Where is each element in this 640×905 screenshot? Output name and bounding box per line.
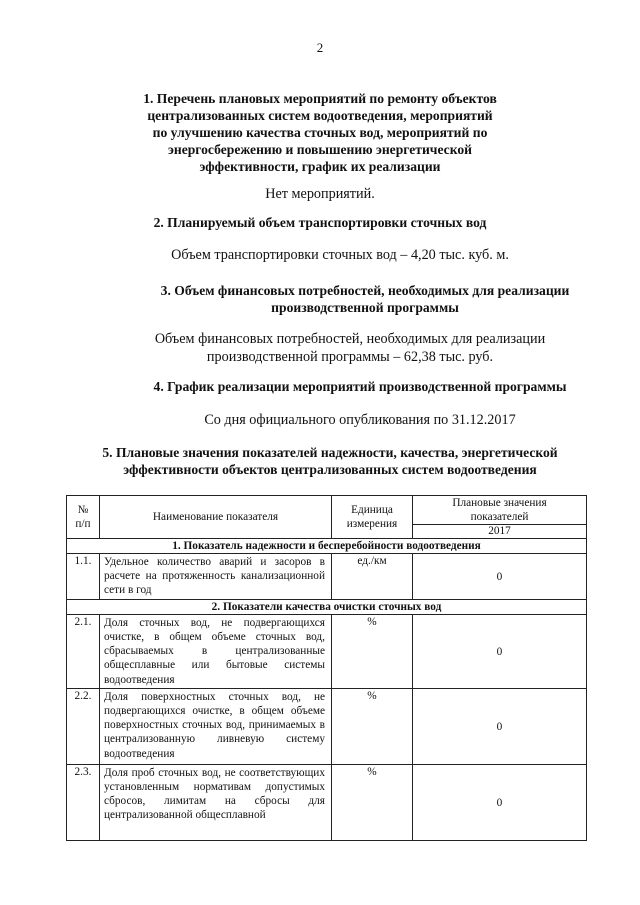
- table-row: [67, 554, 587, 600]
- section-3-text-line: производственной программы – 62,38 тыс. руб.: [206, 349, 494, 365]
- row-indicator-name: Удельное количество аварий и засоров в расчете на протяженность канализационной сети в год: [100, 554, 332, 600]
- row-unit: %: [332, 765, 413, 841]
- row-value: 0: [413, 689, 587, 765]
- row-unit: ед./км: [332, 554, 413, 600]
- header-unit-line: измерения: [346, 518, 398, 531]
- row-value: 0: [413, 765, 587, 841]
- section-2-title: 2. Планируемый объем транспортировки сточных вод: [153, 215, 487, 230]
- table-row: [67, 615, 587, 689]
- section-3-title-line: производственной программы: [271, 300, 459, 315]
- table-section-row: [67, 539, 587, 554]
- row-value: 0: [413, 615, 587, 689]
- row-unit: %: [332, 689, 413, 765]
- header-year: 2017: [413, 525, 587, 539]
- header-unit-line: Единица: [351, 504, 393, 516]
- section-1-title-line: энергосбережению и повышению энергетической: [168, 142, 472, 157]
- section-3-text-line: Объем финансовых потребностей, необходимых для реализации: [154, 331, 546, 347]
- section-1-title-line: централизованных систем водоотведения, мероприятий: [147, 108, 493, 123]
- section-5-title-line: эффективности объектов централизованных систем водоотведения: [123, 462, 537, 477]
- section-1-title: [0, 90, 640, 175]
- header-num-line: №: [77, 504, 89, 516]
- row-number: 1.1.: [67, 554, 100, 600]
- header-name: Наименование показателя: [100, 496, 332, 539]
- table-row: [67, 765, 587, 841]
- row-number: 2.3.: [67, 765, 100, 841]
- page-number: 2: [316, 40, 324, 55]
- row-indicator-name: Доля сточных вод, не подвергающихся очистке, в общем объеме сточных вод, сбрасываемых в централизованные общесплавные или бытовые системы водоотведения: [100, 615, 332, 689]
- table-section-row: [67, 600, 587, 615]
- section-5-title: [10, 444, 640, 478]
- section-4-title: 4. График реализации мероприятий производственной программы: [153, 379, 567, 394]
- row-indicator-name: Доля проб сточных вод, не соответствующих установленным нормативам допустимых сбросов, лимитам на сбросы для централизованной общесплавной: [100, 765, 332, 841]
- header-plan-line: показателей: [470, 511, 529, 524]
- section-5-title-line: 5. Плановые значения показателей надежности, качества, энергетической: [102, 445, 558, 460]
- table-section-title: 1. Показатель надежности и бесперебойности водоотведения: [67, 539, 587, 554]
- header-plan-line: Плановые значения: [452, 497, 547, 509]
- section-3-title-line: 3. Объем финансовых потребностей, необходимых для реализации: [160, 283, 570, 298]
- table-header-row: [67, 496, 587, 525]
- section-1-title-line: эффективности, график их реализации: [199, 159, 441, 174]
- section-1-title-line: по улучшению качества сточных вод, мероприятий по: [152, 125, 488, 140]
- row-number: 2.2.: [67, 689, 100, 765]
- section-3-text: [30, 330, 640, 366]
- section-4-text: Со дня официального опубликования по 31.12.2017: [204, 412, 516, 428]
- section-1-title-line: 1. Перечень плановых мероприятий по ремонту объектов: [143, 91, 497, 106]
- section-3-title: [50, 282, 640, 316]
- indicators-table: [66, 495, 587, 841]
- row-unit: %: [332, 615, 413, 689]
- row-value: 0: [413, 554, 587, 600]
- row-indicator-name: Доля поверхностных сточных вод, не подвергающихся очистке, в общем объеме поверхностных сточных вод, принимаемых в централизованную ливневую систему водоотведения: [100, 689, 332, 765]
- section-2-text: Объем транспортировки сточных вод – 4,20 тыс. куб. м.: [171, 247, 509, 263]
- header-unit: [332, 496, 413, 539]
- section-1-text: Нет мероприятий.: [265, 186, 375, 202]
- header-num: [67, 496, 100, 539]
- table-row: [67, 689, 587, 765]
- header-plan: [413, 496, 587, 525]
- row-number: 2.1.: [67, 615, 100, 689]
- table-section-title: 2. Показатели качества очистки сточных вод: [67, 600, 587, 615]
- header-num-line: п/п: [75, 518, 91, 531]
